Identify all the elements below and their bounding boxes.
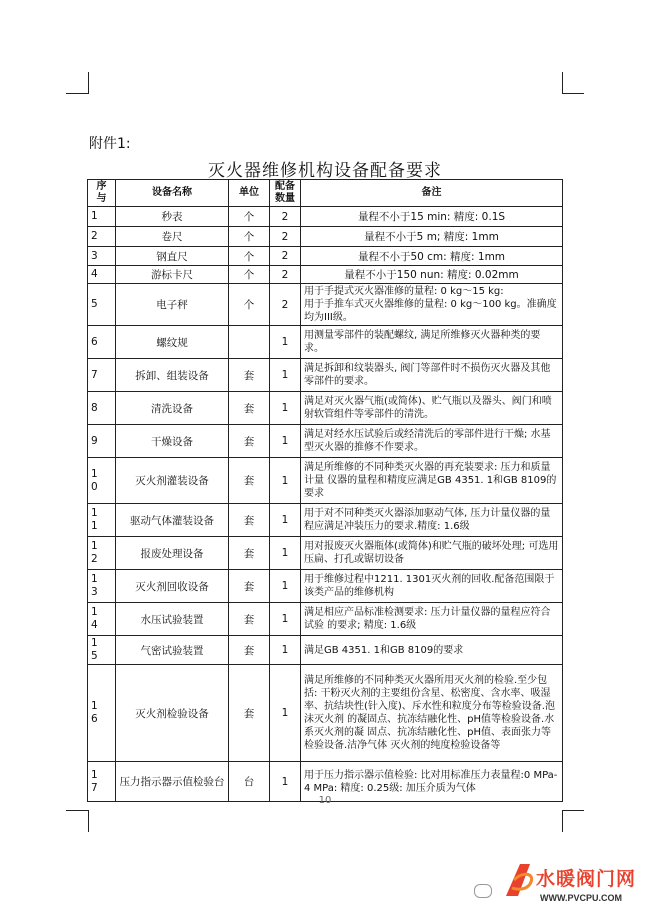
- equipment-name: 气密试验装置: [116, 636, 229, 665]
- quantity-cell: 1: [270, 425, 301, 458]
- note-cell: 量程不小于5 m; 精度: 1mm: [301, 227, 563, 247]
- table-row: [88, 458, 563, 504]
- note-cell: 用测量零部件的装配螺纹, 满足所维修灭火器种类的要求。: [301, 326, 563, 359]
- quantity-cell: 1: [270, 570, 301, 603]
- table-header-row: [88, 180, 563, 207]
- equipment-name: 拆卸、组装设备: [116, 359, 229, 392]
- crop-mark-bottom-right-h: [562, 810, 584, 811]
- row-number: 4: [88, 266, 116, 284]
- note-cell: 用于维修过程中1211. 1301灭火剂的回收.配备范围限于该类产品的维修机构: [301, 570, 563, 603]
- crop-mark-top-right-v: [562, 72, 563, 94]
- row-number: 1 4: [88, 603, 116, 636]
- header-no: 序 与: [88, 180, 116, 207]
- quantity-cell: 1: [270, 537, 301, 570]
- quantity-cell: 1: [270, 665, 301, 762]
- unit-cell: 套: [229, 636, 270, 665]
- quantity-cell: 1: [270, 762, 301, 802]
- table-row: [88, 570, 563, 603]
- note-cell: 满足所维修的不同种类灭火器所用灭火剂的检验.至少包括: 干粉灭火剂的主要组份含星、松密度、含水率、吸湿率、抗结块性(针入度)、斥水性和粒度分布等检验设备.泡沫灭火剂 的凝固点、抗冻结融化性、pH值等检验设备.水系灭火剂的凝 固点、抗冻结融化性、pH值、表面张力等检验设备.洁净气体 灭火剂的纯度检验设备等: [301, 665, 563, 762]
- equipment-name: 灭火剂回收设备: [116, 570, 229, 603]
- row-number: 5: [88, 284, 116, 326]
- quantity-cell: 2: [270, 284, 301, 326]
- header-unit: 单位: [229, 180, 270, 207]
- note-cell: 量程不小于50 cm: 精度: 1mm: [301, 247, 563, 266]
- note-cell: 满足对灭火器气瓶(或简体)、贮气瓶以及器头、阀门和喷射软管组件等零部件的清洗。: [301, 392, 563, 425]
- quantity-cell: 2: [270, 266, 301, 284]
- table-row: [88, 425, 563, 458]
- table-row: [88, 326, 563, 359]
- unit-cell: 套: [229, 392, 270, 425]
- unit-cell: 套: [229, 458, 270, 504]
- crop-mark-bottom-left-h: [66, 810, 88, 811]
- equipment-name: 卷尺: [116, 227, 229, 247]
- crop-mark-bottom-left-v: [88, 810, 89, 832]
- unit-cell: 个: [229, 266, 270, 284]
- row-number: 9: [88, 425, 116, 458]
- note-cell: 用对报废灭火器瓶体(或简体)和贮气瓶的破坏处理; 可选用压扁、打孔或锯切设备: [301, 537, 563, 570]
- equipment-name: 驱动气体灌装设备: [116, 504, 229, 537]
- table-row: [88, 504, 563, 537]
- header-qty: 配备 数量: [270, 180, 301, 207]
- watermark-url: WWW.PVCPU.COM: [540, 893, 622, 903]
- row-number: 1 2: [88, 537, 116, 570]
- equipment-name: 灭火剂灌装设备: [116, 458, 229, 504]
- table-row: [88, 359, 563, 392]
- row-number: 8: [88, 392, 116, 425]
- wechat-icon: [474, 884, 492, 898]
- note-cell: 用于手提式灭火器准修的量程: 0 kg～15 kg: 用于手推车式灭火器维修的量程: 0 kg～100 kg。准确度均为III级。: [301, 284, 563, 326]
- unit-cell: 个: [229, 284, 270, 326]
- equipment-name: 秒表: [116, 207, 229, 227]
- unit-cell: 个: [229, 227, 270, 247]
- row-number: 1: [88, 207, 116, 227]
- note-cell: 用于对不同种类灭火器添加驱动气体, 压力计量仪器的量程应满足冲装压力的要求.精度: 1.6级: [301, 504, 563, 537]
- row-number: 1 6: [88, 665, 116, 762]
- unit-cell: [229, 326, 270, 359]
- quantity-cell: 1: [270, 359, 301, 392]
- equipment-name: 电子秤: [116, 284, 229, 326]
- equipment-name: 清洗设备: [116, 392, 229, 425]
- quantity-cell: 2: [270, 247, 301, 266]
- quantity-cell: 1: [270, 636, 301, 665]
- note-cell: 满足所维修的不同种类灭火器的再充装要求: 压力和质量计量 仪器的量程和精度应满足GB 4351. 1和GB 8109的要求: [301, 458, 563, 504]
- equipment-name: 水压试验装置: [116, 603, 229, 636]
- page-number: 10: [318, 795, 332, 806]
- row-number: 1 0: [88, 458, 116, 504]
- unit-cell: 套: [229, 537, 270, 570]
- note-cell: 用于压力指示器示值检验: 比对用标准压力表量程:0 MPa-4 MPa: 精度: 0.25级: 加压介质为气体: [301, 762, 563, 802]
- row-number: 1 5: [88, 636, 116, 665]
- row-number: 3: [88, 247, 116, 266]
- table-row: [88, 284, 563, 326]
- equipment-name: 干燥设备: [116, 425, 229, 458]
- unit-cell: 套: [229, 359, 270, 392]
- row-number: 1 3: [88, 570, 116, 603]
- unit-cell: 个: [229, 207, 270, 227]
- table-row: [88, 227, 563, 247]
- header-note: 备注: [301, 180, 563, 207]
- quantity-cell: 1: [270, 504, 301, 537]
- unit-cell: 套: [229, 425, 270, 458]
- equipment-name: 压力指示器示值检验台: [116, 762, 229, 802]
- quantity-cell: 1: [270, 392, 301, 425]
- table-row: [88, 636, 563, 665]
- note-cell: 量程不小于150 nun: 精度: 0.02mm: [301, 266, 563, 284]
- crop-mark-top-left-v: [88, 72, 89, 94]
- unit-cell: 套: [229, 570, 270, 603]
- unit-cell: 个: [229, 247, 270, 266]
- document-title: 灭火器维修机构设备配备要求: [208, 161, 442, 181]
- unit-cell: 套: [229, 665, 270, 762]
- equipment-name: 游标卡尺: [116, 266, 229, 284]
- row-number: 6: [88, 326, 116, 359]
- unit-cell: 套: [229, 603, 270, 636]
- quantity-cell: 1: [270, 603, 301, 636]
- quantity-cell: 2: [270, 207, 301, 227]
- row-number: 1 1: [88, 504, 116, 537]
- table-row: [88, 247, 563, 266]
- crop-mark-top-right-h: [562, 93, 584, 94]
- table-row: [88, 537, 563, 570]
- table-row: [88, 603, 563, 636]
- equipment-name: 螺纹规: [116, 326, 229, 359]
- header-name: 设备名称: [116, 180, 229, 207]
- table-row: [88, 207, 563, 227]
- crop-mark-bottom-right-v: [562, 810, 563, 832]
- annex-label: 附件1:: [89, 136, 131, 152]
- unit-cell: 台: [229, 762, 270, 802]
- brand-logo-icon: [500, 860, 538, 900]
- watermark-brand: 水暖阀门网: [536, 868, 637, 890]
- unit-cell: 套: [229, 504, 270, 537]
- note-cell: 满足对经水压试验后或经清洗后的零部件进行干燥; 水基型灭火器的推修不作要求。: [301, 425, 563, 458]
- quantity-cell: 2: [270, 227, 301, 247]
- row-number: 1 7: [88, 762, 116, 802]
- quantity-cell: 1: [270, 326, 301, 359]
- equipment-name: 灭火剂检验设备: [116, 665, 229, 762]
- table-row: [88, 392, 563, 425]
- row-number: 7: [88, 359, 116, 392]
- row-number: 2: [88, 227, 116, 247]
- equipment-requirements-table: [87, 179, 563, 802]
- equipment-name: 钢直尺: [116, 247, 229, 266]
- note-cell: 量程不小于15 min: 精度: 0.1S: [301, 207, 563, 227]
- quantity-cell: 1: [270, 458, 301, 504]
- equipment-name: 报废处理设备: [116, 537, 229, 570]
- note-cell: 满足拆卸和纹装器头, 阀门等部件时不损伤灭火器及其他零部件的要求。: [301, 359, 563, 392]
- note-cell: 满足GB 4351. 1和GB 8109的要求: [301, 636, 563, 665]
- crop-mark-top-left-h: [66, 93, 88, 94]
- table-row: [88, 665, 563, 762]
- table-row: [88, 266, 563, 284]
- note-cell: 满足相应产品标准检测要求: 压力计量仪器的量程应符合试验 的要求; 精度: 1.6级: [301, 603, 563, 636]
